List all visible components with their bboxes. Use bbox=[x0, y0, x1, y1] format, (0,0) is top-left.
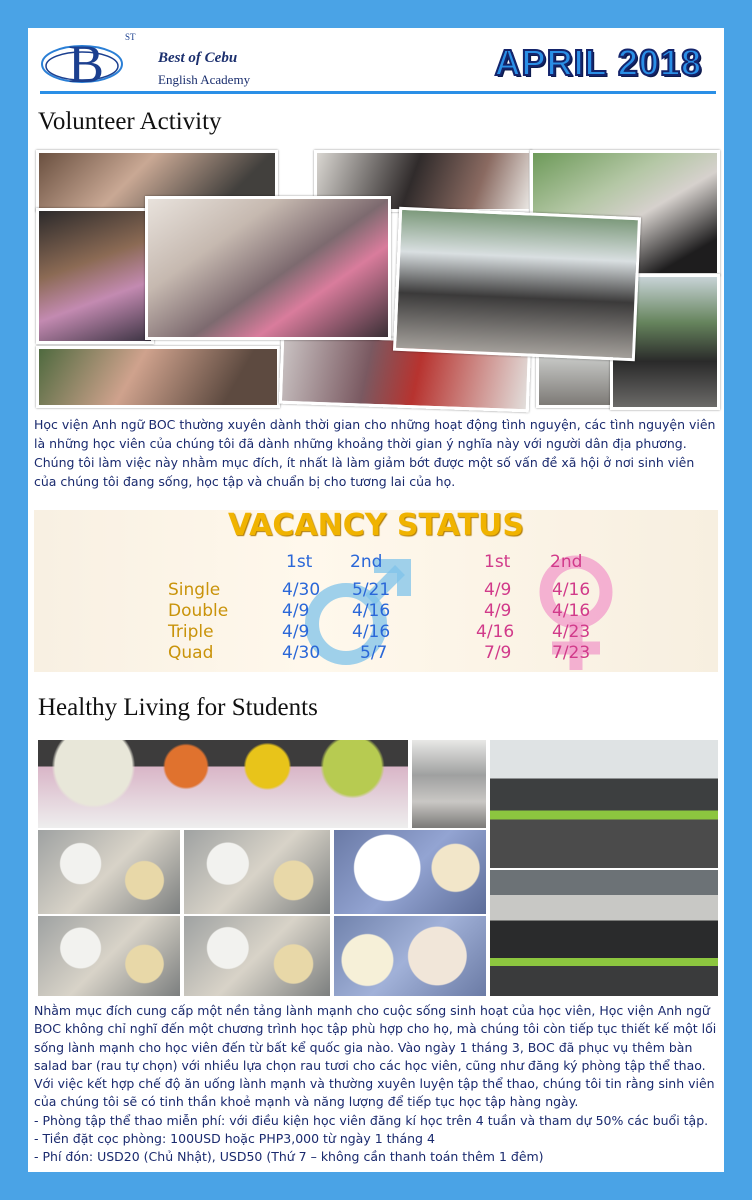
double-male-1st: 4/9 bbox=[282, 601, 310, 621]
volunteer-text bbox=[34, 415, 718, 491]
gym-photo bbox=[488, 868, 720, 998]
row-label-triple: Triple bbox=[168, 622, 214, 642]
meal-tray-photo bbox=[36, 828, 182, 916]
healthy-paragraph: Nhằm mục đích cung cấp một nền tảng lành mạnh cho cuộc sống sinh hoạt của học viên, Học viện Anh ngữ BOC không chỉ nghĩ đến một chương trình học tập phù hợp cho họ, mà chúng tôi còn tiếp tục thiết kế một lối sống lành mạnh cho học viên đến từ bất kể quốc gia nào. Vào ngày 1 tháng 3, BOC đã phục vụ thêm bàn salad bar (rau tự chọn) với nhiều lựa chọn rau tươi cho các học viên, cũng như đăng ký phòng tập thể thao. Với việc kết hợp chế độ ăn uống lành mạnh và thường xuyên luyện tập thể thao, chúng tôi tin rằng sinh viên của chúng tôi sẽ có tinh thần khoẻ mạnh và năng lượng để tiếp tục học tập hàng ngày. bbox=[34, 1003, 717, 1110]
logo-letter: B bbox=[68, 34, 105, 90]
meal-tray-photo bbox=[182, 828, 332, 916]
double-female-2nd: 4/16 bbox=[552, 601, 591, 621]
female-col-2nd: 2nd bbox=[550, 552, 583, 572]
healthy-living-text bbox=[34, 1002, 718, 1167]
quad-female-2nd: 7/23 bbox=[552, 643, 591, 663]
boc-logo bbox=[40, 32, 251, 90]
header-divider bbox=[40, 91, 716, 94]
triple-male-2nd: 4/16 bbox=[352, 622, 391, 642]
breakfast-plate-photo bbox=[332, 828, 488, 916]
cafeteria-photo bbox=[410, 738, 488, 830]
row-label-double: Double bbox=[168, 601, 229, 621]
single-male-1st: 4/30 bbox=[282, 580, 321, 600]
male-col-1st: 1st bbox=[286, 552, 313, 572]
quad-male-2nd: 5/7 bbox=[360, 643, 388, 663]
volunteer-photo bbox=[36, 208, 154, 344]
healthy-living-heading: Healthy Living for Students bbox=[38, 694, 318, 721]
logo-superscript: ST bbox=[125, 32, 136, 42]
logo-name: Best of Cebu bbox=[158, 50, 238, 66]
healthy-bullet-deposit: - Tiền đặt cọc phòng: 100USD hoặc PHP3,000 từ ngày 1 tháng 4 bbox=[34, 1131, 435, 1147]
triple-male-1st: 4/9 bbox=[282, 622, 310, 642]
row-label-single: Single bbox=[168, 580, 221, 600]
vacancy-status-panel bbox=[34, 510, 718, 672]
row-label-quad: Quad bbox=[168, 643, 214, 663]
quad-female-1st: 7/9 bbox=[484, 643, 512, 663]
double-male-2nd: 4/16 bbox=[352, 601, 391, 621]
triple-female-2nd: 4/23 bbox=[552, 622, 591, 642]
volunteer-paragraph: Học viện Anh ngữ BOC thường xuyên dành thời gian cho những hoạt động tình nguyện, các tình nguyện viên là những học viên của chúng tôi đã dành những khoảng thời gian ý nghĩa này với người dân địa phương. Chúng tôi làm việc này nhằm mục đích, ít nhất là làm giảm bớt được một số vấn đề xã hội ở nơi sinh viên của chúng tôi đang sống, học tập và chuẩn bị cho tương lai của họ. bbox=[34, 417, 716, 489]
issue-month: APRIL 2018 bbox=[494, 42, 702, 83]
volunteer-heading: Volunteer Activity bbox=[38, 108, 222, 135]
volunteer-photo bbox=[36, 346, 280, 408]
volunteer-photo bbox=[145, 196, 391, 340]
single-male-2nd: 5/21 bbox=[352, 580, 391, 600]
single-female-1st: 4/9 bbox=[484, 580, 512, 600]
healthy-bullet-gym: - Phòng tập thể thao miễn phí: với điều kiện học viên đăng kí học trên 4 tuần và tham dự 50% các buổi tập. bbox=[34, 1112, 709, 1128]
volunteer-photo bbox=[393, 207, 641, 361]
male-col-2nd: 2nd bbox=[350, 552, 383, 572]
newsletter-page bbox=[28, 28, 724, 1172]
female-col-1st: 1st bbox=[484, 552, 511, 572]
meal-tray-photo bbox=[36, 914, 182, 998]
breakfast-plate-photo bbox=[332, 914, 488, 998]
triple-female-1st: 4/16 bbox=[476, 622, 515, 642]
salad-bar-photo bbox=[36, 738, 410, 830]
vacancy-title: VACANCY STATUS bbox=[228, 508, 524, 543]
gym-photo bbox=[488, 738, 720, 870]
single-female-2nd: 4/16 bbox=[552, 580, 591, 600]
meal-tray-photo bbox=[182, 914, 332, 998]
healthy-bullet-pickup: - Phí đón: USD20 (Chủ Nhật), USD50 (Thứ 7 – không cần thanh toán thêm 1 đêm) bbox=[34, 1149, 544, 1165]
quad-male-1st: 4/30 bbox=[282, 643, 321, 663]
double-female-1st: 4/9 bbox=[484, 601, 512, 621]
logo-subtitle: English Academy bbox=[158, 72, 251, 87]
